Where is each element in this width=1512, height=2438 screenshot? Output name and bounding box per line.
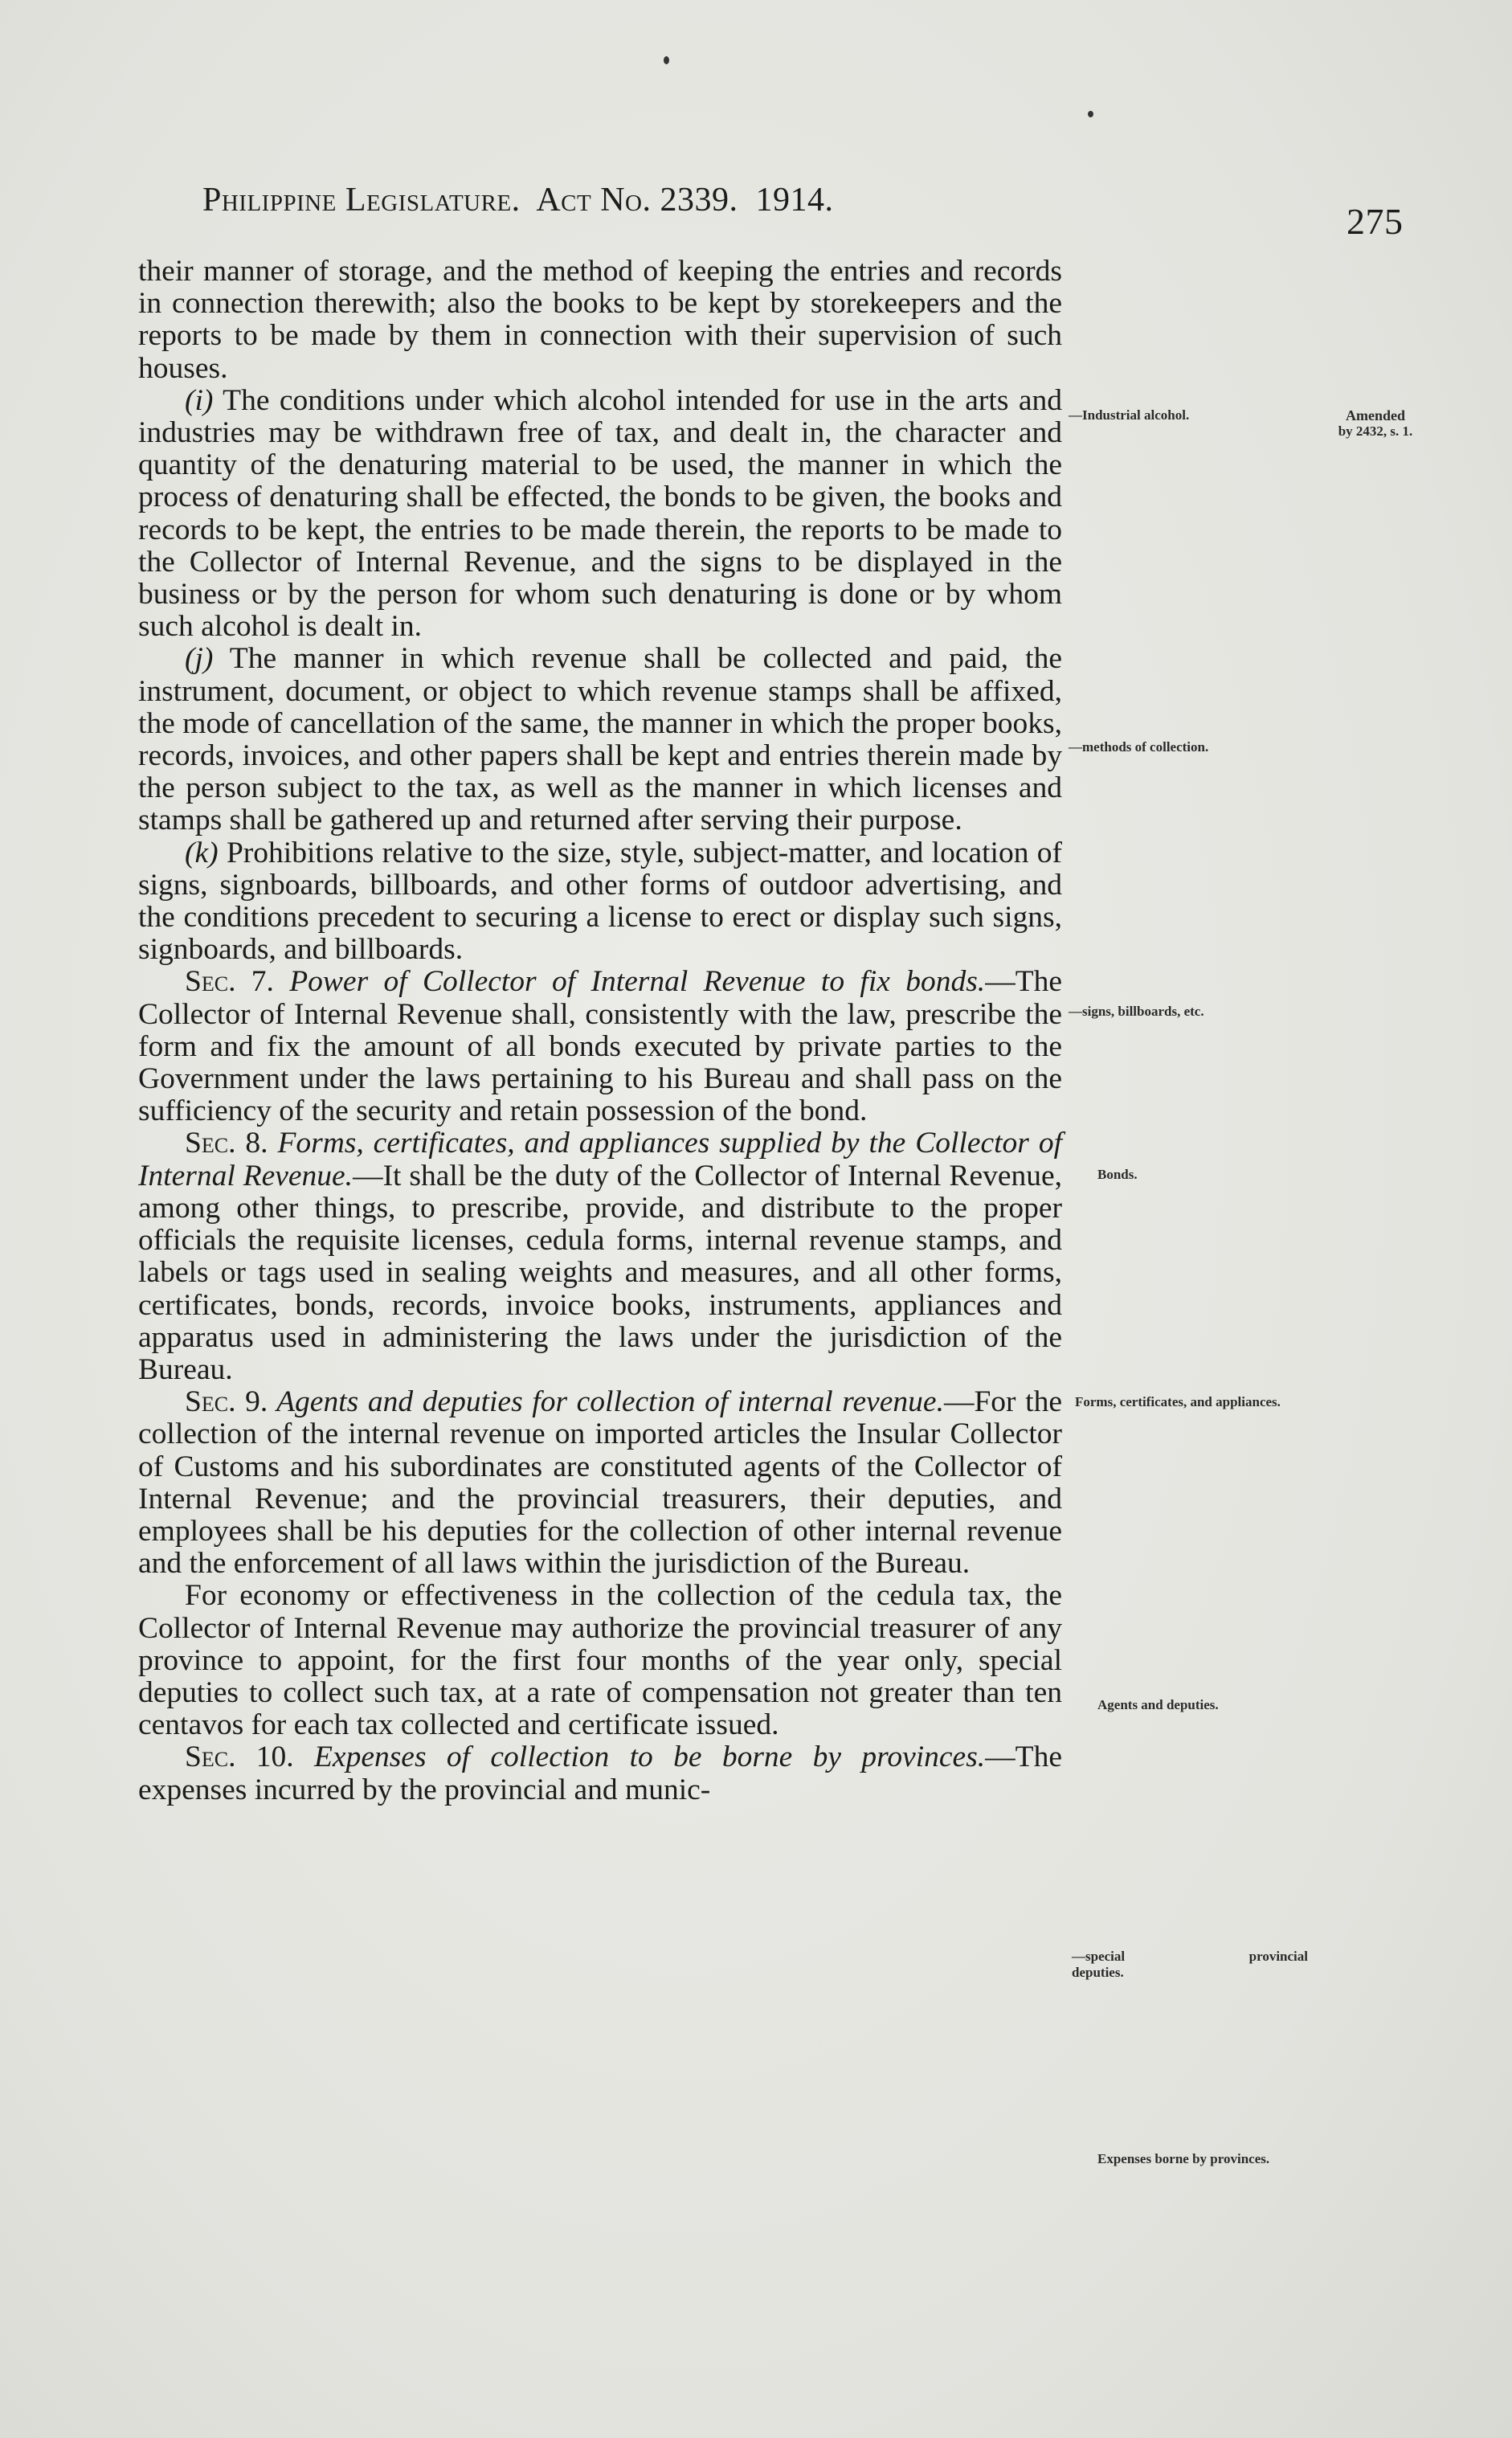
section-10 xyxy=(138,1741,1062,1806)
ink-speck xyxy=(1088,111,1093,117)
section-heading: Power of Collector of Internal Revenue to fix bonds. xyxy=(273,965,986,999)
section-7 xyxy=(138,966,1062,1127)
margin-note-expenses-borne: Expenses borne by provinces. xyxy=(1097,2151,1270,2166)
margin-note-special-deputies: —special provincial deputies. xyxy=(1072,1949,1308,1980)
section-heading: Agents and deputies for collection of internal revenue. xyxy=(268,1385,944,1419)
section-body: —The Collector of Internal Revenue shall, consistently with the law, prescribe the form and fix the amount of all bonds executed by private parties to the Government under the laws pertaining to his Bureau and shall pass on the sufficiency of the security and retain possession of the bond. xyxy=(138,965,1062,1128)
paragraph-j xyxy=(138,643,1062,837)
margin-note-methods-of-collection: —methods of collection. xyxy=(1069,739,1209,755)
margin-note-forms-certificates: Forms, certificates, and appliances. xyxy=(1075,1394,1281,1409)
running-head: Philippine Legislature. Act No. 2339. 1914. xyxy=(202,182,834,219)
amendment-note xyxy=(1311,407,1440,440)
section-number: Sec. 7. xyxy=(185,965,274,999)
margin-note-industrial-alcohol: —Industrial alcohol. xyxy=(1069,407,1190,423)
margin-note-bonds: Bonds. xyxy=(1097,1167,1138,1182)
main-text-column xyxy=(138,256,1062,1806)
margin-note-signs-billboards: —signs, billboards, etc. xyxy=(1069,1004,1204,1019)
section-number: Sec. 8. xyxy=(185,1127,268,1160)
section-8 xyxy=(138,1127,1062,1386)
section-body: —For the collection of the internal revenue on imported articles the Insular Collector of Customs and his subordinates are constituted agents of the Collector of Internal Revenue; and the provincial treasurers, their deputies, and employees shall be his deputies for the collection of other internal revenue and the enforcement of all laws within the jurisdiction of the Bureau. xyxy=(138,1385,1062,1581)
paragraph: their manner of storage, and the method of keeping the entries and records in connection therewith; also the books to be kept by storekeepers and the reports to be made by them in connection with their supervision of such houses. xyxy=(138,255,1062,385)
section-heading: Forms, certificates, and appliances supplied by the Collector of Internal Revenue. xyxy=(138,1127,1062,1192)
paragraph-mark: (j) xyxy=(185,642,214,676)
paragraph-mark: (k) xyxy=(185,836,219,869)
paragraph: For economy or effectiveness in the collection of the cedula tax, the Collector of Internal Revenue may authorize the provincial treasurer of any province to appoint, for the first four months of the year only, special deputies to collect such tax, at a rate of compensation not greater than ten centavos for each tax collected and certificate issued. xyxy=(138,1579,1062,1742)
paragraph-body: The conditions under which alcohol intended for use in the arts and industries may be withdrawn free of tax, and dealt in, the character and quantity of the denaturing material to be used, the manner in which the process of denaturing shall be effected, the bonds to be given, the books and records to be kept, the entries to be made therein, the reports to be made to the Collector of Internal Revenue, and the signs to be displayed in the business or by the person for whom such denaturing is done or by whom such alcohol is dealt in. xyxy=(138,383,1062,644)
section-heading: Expenses of collection to be borne by provinces. xyxy=(293,1741,986,1774)
paragraph-body: Prohibitions relative to the size, style, subject-matter, and location of signs, signboards, billboards, and other forms of outdoor advertising, and the conditions precedent to securing a license to erect or display such signs, signboards, and billboards. xyxy=(138,836,1062,967)
paragraph-i xyxy=(138,385,1062,644)
paragraph-mark: (i) xyxy=(185,383,214,417)
section-number: Sec. 10. xyxy=(185,1741,294,1774)
section-body: —The expenses incurred by the provincial and munic- xyxy=(138,1741,1062,1806)
amendment-note-line: Amended xyxy=(1345,407,1405,423)
margin-note-agents-deputies: Agents and deputies. xyxy=(1097,1697,1219,1712)
ink-speck xyxy=(664,56,669,64)
paragraph-k xyxy=(138,837,1062,967)
page-number: 275 xyxy=(1346,201,1404,242)
paragraph-body: The manner in which revenue shall be collected and paid, the instrument, document, or object to which revenue stamps shall be affixed, the mode of cancellation of the same, the manner in which the proper books, records, invoices, and other papers shall be kept and entries therein made by the person subject to the tax, as well as the manner in which licenses and stamps shall be gathered up and returned after serving their purpose. xyxy=(138,642,1062,837)
section-9 xyxy=(138,1386,1062,1580)
section-number: Sec. 9. xyxy=(185,1385,268,1419)
section-body: —It shall be the duty of the Collector of Internal Revenue, among other things, to prescribe, provide, and distribute to the proper officials the requisite licenses, cedula forms, internal revenue stamps, and labels or tags used in sealing weights and measures, and all other forms, certificates, bonds, records, invoice books, instruments, appliances and apparatus used in administering the laws under the jurisdiction of the Bureau. xyxy=(138,1159,1062,1386)
amendment-note-line: by 2432, s. 1. xyxy=(1338,423,1413,439)
